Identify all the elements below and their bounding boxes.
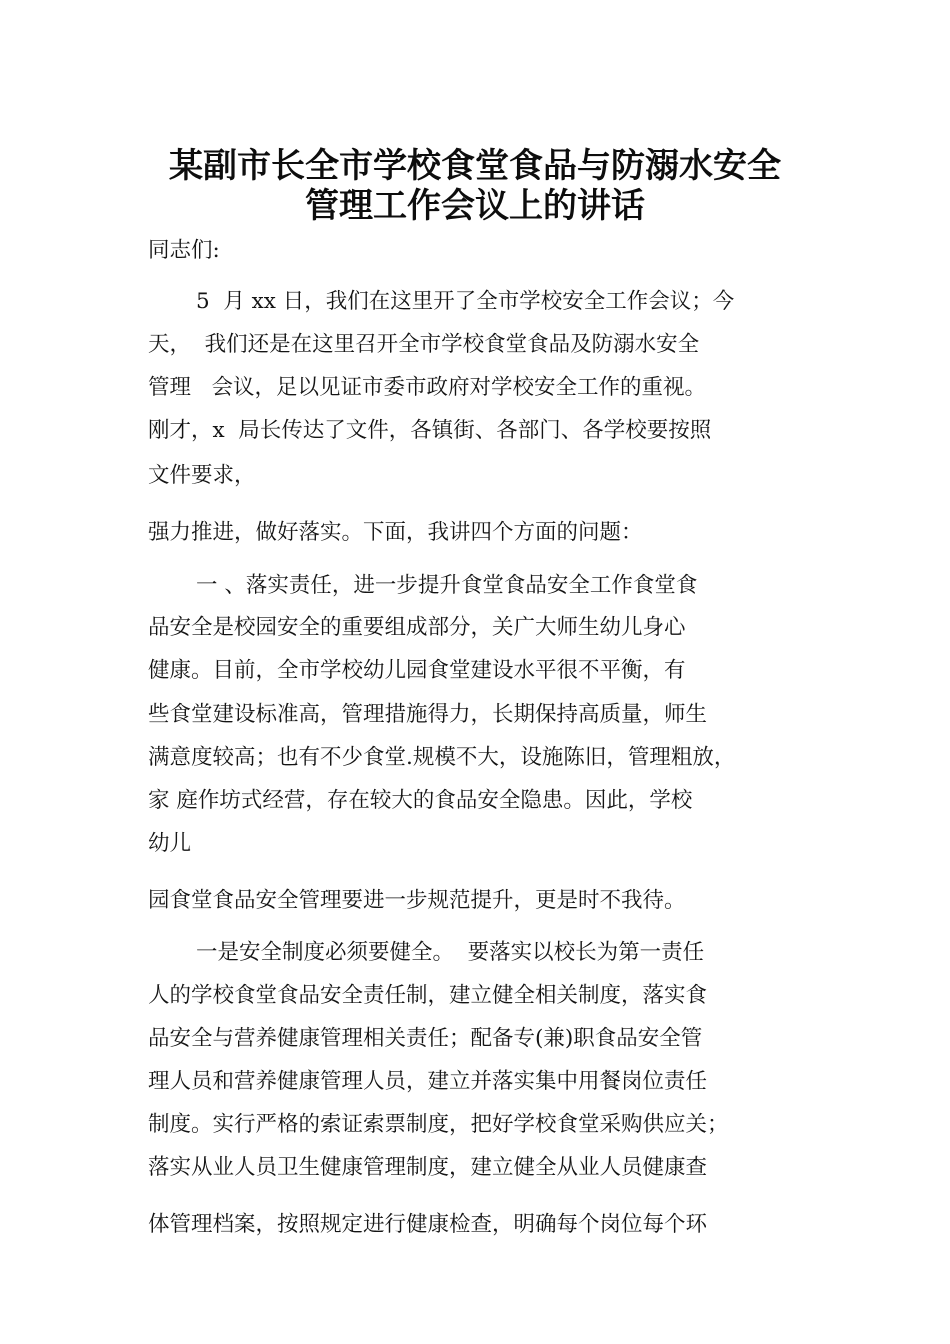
body-line: 幼儿 bbox=[148, 831, 192, 856]
body-line: 文件要求， bbox=[148, 463, 256, 488]
title-line-1: 某副市长全市学校食堂食品与防溺水安全 bbox=[169, 146, 781, 186]
title-line-2: 管理工作会议上的讲话 bbox=[305, 186, 645, 226]
body-line: 强力推进，做好落实。下面，我讲四个方面的问题： bbox=[148, 520, 643, 545]
body-line: 管理 会议，足以见证市委市政府对学校安全工作的重视。 bbox=[148, 375, 707, 400]
body-line: 理人员和营养健康管理人员，建立并落实集中用餐岗位责任 bbox=[148, 1069, 708, 1094]
body-line: 品安全是校园安全的重要组成部分，关广大师生幼儿身心 bbox=[148, 615, 686, 640]
body-line: 健康。目前，全市学校幼儿园食堂建设水平很不平衡，有 bbox=[148, 658, 686, 683]
salutation: 同志们: bbox=[148, 238, 220, 263]
body-line: 刚才，x 局长传达了文件，各镇街、各部门、各学校要按照 bbox=[148, 418, 712, 443]
body-line: 人的学校食堂食品安全责任制，建立健全相关制度，落实食 bbox=[148, 983, 708, 1008]
body-line: 制度。实行严格的索证索票制度，把好学校食堂采购供应关； bbox=[148, 1112, 729, 1137]
body-line: 家 庭作坊式经营，存在较大的食品安全隐患。因此，学校 bbox=[148, 788, 693, 813]
body-line: 园食堂食品安全管理要进一步规范提升，更是时不我待。 bbox=[148, 888, 686, 913]
body-line: 落实从业人员卫生健康管理制度，建立健全从业人员健康查 bbox=[148, 1155, 708, 1180]
body-line: 些食堂建设标准高，管理措施得力，长期保持高质量，师生 bbox=[148, 702, 708, 727]
body-line: 天， 我们还是在这里召开全市学校食堂食品及防溺水安全 bbox=[148, 332, 700, 357]
body-line: 一是安全制度必须要健全。 要落实以校长为第一责任 bbox=[196, 940, 705, 965]
body-line: 体管理档案，按照规定进行健康检查，明确每个岗位每个环 bbox=[148, 1212, 708, 1237]
body-line: 一 、落实责任，进一步提升食堂食品安全工作食堂食 bbox=[196, 573, 698, 598]
body-line: 5 月 xx 日，我们在这里开了全市学校安全工作会议；今 bbox=[196, 289, 735, 314]
body-line: 满意度较高；也有不少食堂.规模不大，设施陈旧，管理粗放， bbox=[148, 745, 736, 770]
body-line: 品安全与营养健康管理相关责任；配备专(兼)职食品安全管 bbox=[148, 1026, 703, 1051]
